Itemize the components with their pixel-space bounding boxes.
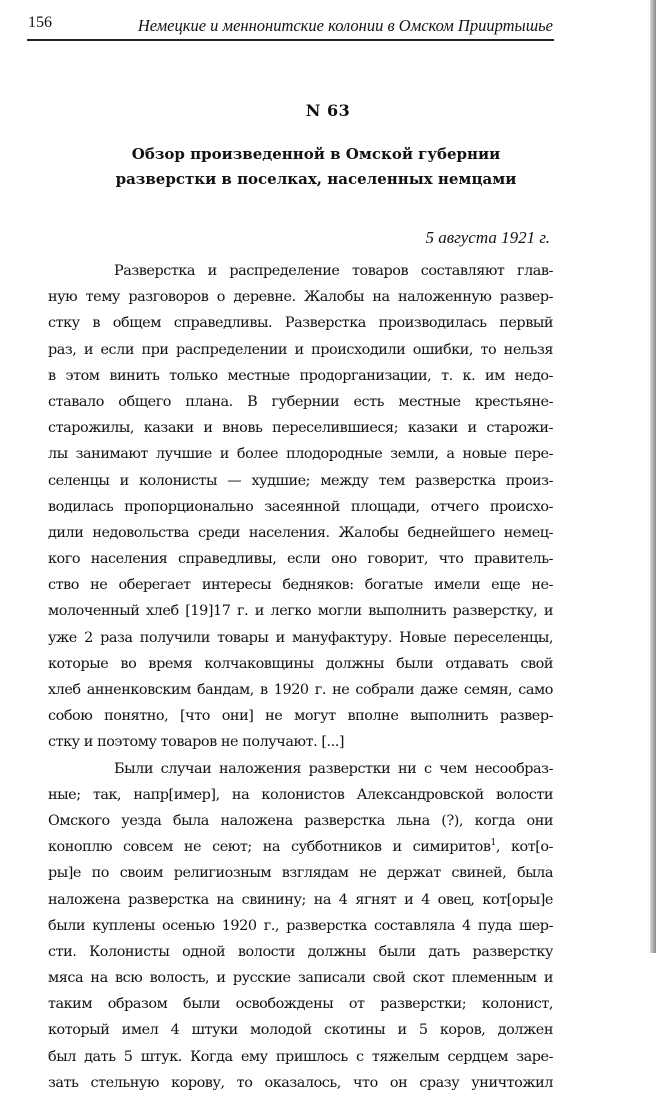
text-line: лы занимают лучшие и более плодородные земли, а новые пере- [48, 446, 553, 463]
text-line: хлеб анненковским бандам, в 1920 г. не собрали даже семян, само [48, 682, 553, 698]
document-number: N 63 [305, 101, 351, 120]
text-line: уже 2 раза получили товары и мануфактуру. Новые переселенцы, [48, 629, 553, 646]
text-line: сти. Колонисты одной волости должны были дать разверстку [48, 943, 553, 960]
page-edge-shadow [650, 0, 656, 953]
document-title [56, 142, 576, 192]
text-line: Были случаи наложения разверстки ни с чем несообраз- [114, 760, 553, 777]
text-line: старожилы, казаки и вновь переселившиеся; казаки и старожи- [48, 420, 553, 437]
text-line: дили недовольства среди населения. Жалобы беднейшего немец- [48, 524, 553, 541]
text-line-with-footnote [48, 834, 553, 860]
page-number: 156 [28, 14, 52, 31]
text-line: кого населения справедливы, если оно говорит, что правитель- [48, 551, 553, 568]
text-line: ную тему разговоров о деревне. Жалобы на наложенную развер- [48, 289, 553, 306]
text-line: собою понятно, [что они] не могут вполне выполнить развер- [48, 708, 553, 725]
text-line: молоченный хлеб [19]17 г. и легко могли выполнить разверстку, и [48, 603, 553, 620]
text-line-part: коноплю совсем не сеют; на субботников и симиритов [48, 839, 491, 856]
text-line: Разверстка и распределение товаров составляют глав- [114, 263, 553, 279]
text-line: ные; так, напр[имер], на колонистов Александровской волости [48, 786, 553, 803]
document-title-line: Обзор произведенной в Омской губернии [131, 145, 501, 163]
text-line: таким образом были освобождены от разверстки; колонист, [48, 996, 553, 1013]
text-line: ры]е по своим религиозным взглядам не держат свиней, была [48, 865, 553, 882]
text-line: Омского уезда была наложена разверстка льна (?), когда они [48, 812, 553, 829]
text-line: селенцы и колонисты — худшие; между тем разверстка произ- [48, 472, 553, 489]
document-date: 5 августа 1921 г. [425, 228, 550, 247]
text-line: который имел 4 штуки молодой скотины и 5 коров, должен [48, 1022, 553, 1039]
text-line: стку и поэтому товаров не получают. [...] [48, 734, 345, 751]
text-line: стку в общем справедливы. Разверстка производилась первый [48, 315, 553, 332]
text-line: в этом винить только местные продорганизации, т. к. им недо- [48, 367, 553, 384]
document-body [48, 258, 553, 1096]
text-line: зать стельную корову, то оказалось, что он сразу уничтожил [48, 1074, 553, 1091]
header-rule [27, 39, 554, 41]
text-line: были куплены осенью 1920 г., разверстка составляла 4 пуда шер- [48, 917, 553, 934]
text-line: мяса на всю волость, и русские записали свой скот племенным и [48, 970, 553, 987]
text-line: водилась пропорционально засеянной площади, отчего происхо- [48, 498, 553, 515]
text-line: был дать 5 штук. Когда ему пришлось с тяжелым сердцем заре- [48, 1048, 553, 1065]
running-title: Немецкие и меннонитские колонии в Омском Прииртышье [137, 16, 553, 35]
text-line: ставало общего плана. В губернии есть местные крестьяне- [48, 393, 553, 410]
running-header [28, 12, 553, 36]
text-line: ство не оберегает интересы бедняков: богатые имели еще не- [48, 577, 553, 594]
text-line-part: , кот[о- [495, 839, 553, 856]
text-line: которые во время колчаковщины должны были отдавать свой [48, 655, 553, 672]
text-line: наложена разверстка на свинину; на 4 ягнят и 4 овец, кот[оры]е [48, 891, 553, 908]
text-line: раз, и если при распределении и происходили ошибки, то нельзя [48, 341, 553, 358]
footnote-marker: 1 [490, 838, 496, 849]
document-title-line: разверстки в поселках, населенных немцами [115, 170, 517, 188]
